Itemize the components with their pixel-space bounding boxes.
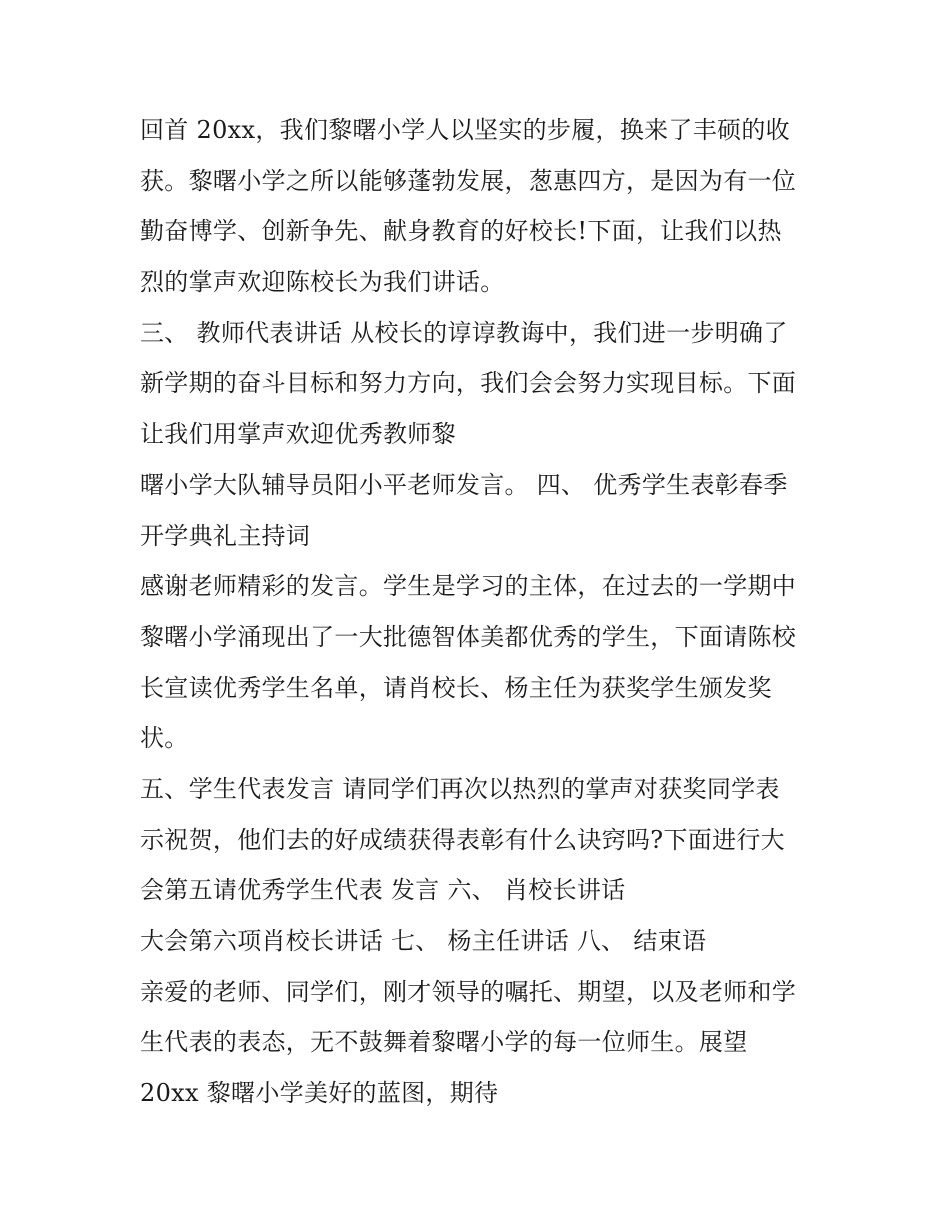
text-line: 生代表的表态，无不鼓舞着黎曙小学的每一位师生。展望 [140,1028,748,1057]
text-line: 感谢老师精彩的发言。学生是学习的主体，在过去的一学期中 [140,572,797,601]
text-line: 曙小学大队辅导员阳小平老师发言。 四、 优秀学生表彰春季 [140,470,788,499]
text-line: 会第五请优秀学生代表 发言 六、 肖校长讲话 [140,876,626,905]
text-line: 黎曙小学涌现出了一大批德智体美都优秀的学生，下面请陈校 [140,622,797,651]
text-line: 20xx 黎曙小学美好的蓝图，期待 [140,1079,499,1108]
text-line: 让我们用掌声欢迎优秀教师黎 [140,420,456,449]
text-line: 大会第六项肖校长讲话 七、 杨主任讲话 八、 结束语 [140,927,707,955]
text-line: 示祝贺，他们去的好成绩获得表彰有什么诀窍吗?下面进行大 [140,825,785,854]
text-line: 获。黎曙小学之所以能够蓬勃发展，葱惠四方，是因为有一位 [140,166,797,195]
text-line: 回首 20xx，我们黎曙小学人以坚实的步履，换来了丰硕的收 [140,116,790,144]
text-line: 五、学生代表发言 请同学们再次以热烈的掌声对获奖同学表 [140,774,780,803]
text-line: 新学期的奋斗目标和努力方向，我们会会努力实现目标。下面 [140,369,797,398]
text-line: 状。 [140,724,189,753]
text-line: 长宣读优秀学生名单，请肖校长、杨主任为获奖学生颁发奖 [140,673,772,702]
text-line: 亲爱的老师、同学们，刚才领导的嘱托、期望，以及老师和学 [140,977,797,1006]
document-body [140,105,830,1119]
text-line: 烈的掌声欢迎陈校长为我们讲话。 [140,268,505,297]
text-line: 三、 教师代表讲话 从校长的谆谆教诲中，我们进一步明确了 [140,318,788,347]
text-line: 开学典礼主持词 [140,521,311,550]
text-line: 勤奋博学、创新争先、献身教育的好校长!下面，让我们以热 [140,217,782,246]
